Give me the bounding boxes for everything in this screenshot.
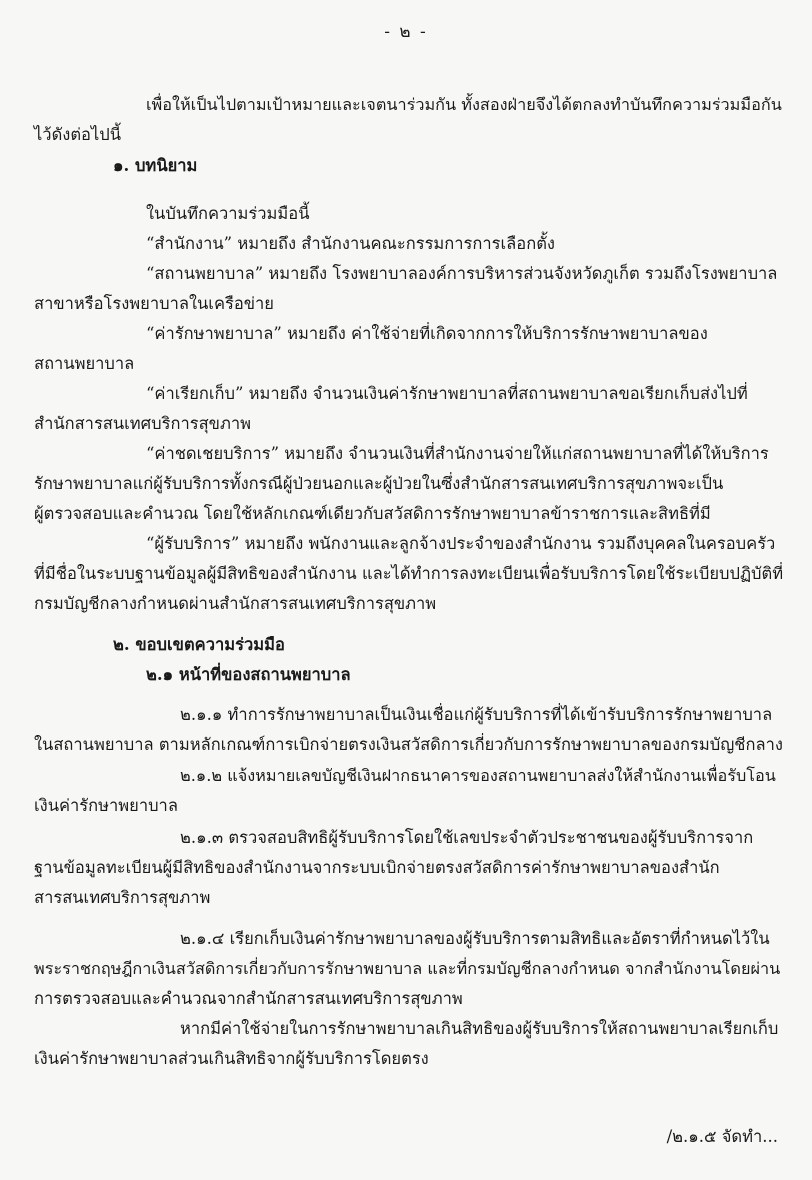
- page-number: - ๒ -: [384, 22, 428, 42]
- clause-line: ๒.๑.๓ ตรวจสอบสิทธิผู้รับบริการโดยใช้เลขประจำตัวประชาชนของผู้รับบริการจาก: [180, 828, 754, 847]
- clause-line: ๒.๑.๔ เรียกเก็บเงินค่ารักษาพยาบาลของผู้รับบริการตามสิทธิและอัตราที่กำหนดไว้ใน: [180, 929, 770, 948]
- section-heading: ๒. ขอบเขตความร่วมมือ: [113, 635, 285, 654]
- definition-line: “ผู้รับบริการ” หมายถึง พนักงานและลูกจ้างประจำของสำนักงาน รวมถึงบุคคลในครอบครัว: [146, 534, 776, 553]
- definition-line: “ค่ารักษาพยาบาล” หมายถึง ค่าใช้จ่ายที่เกิดจากการให้บริการรักษาพยาบาลของ: [146, 324, 708, 343]
- definition-line: ผู้ตรวจสอบและคำนวณ โดยใช้หลักเกณฑ์เดียวกับสวัสดิการรักษาพยาบาลข้าราชการและสิทธิที่มี: [34, 504, 711, 523]
- definition-line: “ค่าเรียกเก็บ” หมายถึง จำนวนเงินค่ารักษาพยาบาลที่สถานพยาบาลขอเรียกเก็บส่งไปที่: [146, 384, 748, 403]
- definition-line: สถานพยาบาล: [34, 354, 135, 373]
- clause-line: สารสนเทศบริการสุขภาพ: [34, 888, 211, 907]
- subsection-heading: ๒.๑ หน้าที่ของสถานพยาบาล: [146, 665, 351, 684]
- paragraph-line: เพื่อให้เป็นไปตามเป้าหมายและเจตนาร่วมกัน ทั้งสองฝ่ายจึงได้ตกลงทำบันทึกความร่วมมือกัน: [146, 95, 782, 114]
- clause-line: การตรวจสอบและคำนวณจากสำนักสารสนเทศบริการสุขภาพ: [34, 989, 463, 1008]
- clause-line: พระราชกฤษฎีกาเงินสวัสดิการเกี่ยวกับการรักษาพยาบาล และที่กรมบัญชีกลางกำหนด จากสำนักงานโดยผ่าน: [34, 959, 781, 978]
- definition-line: “สถานพยาบาล” หมายถึง โรงพยาบาลองค์การบริหารส่วนจังหวัดภูเก็ต รวมถึงโรงพยาบาล: [146, 264, 778, 283]
- clause-line: ฐานข้อมูลทะเบียนผู้มีสิทธิของสำนักงานจากระบบเบิกจ่ายตรงสวัสดิการค่ารักษาพยาบาลของสำนัก: [34, 858, 720, 877]
- paragraph-line: ไว้ดังต่อไปนี้: [34, 125, 122, 144]
- continuation-marker: /๒.๑.๕ จัดทำ...: [666, 1127, 778, 1146]
- definition-line: “สำนักงาน” หมายถึง สำนักงานคณะกรรมการการเลือกตั้ง: [146, 234, 555, 253]
- clause-line: เงินค่ารักษาพยาบาล: [34, 796, 178, 815]
- clause-line: ในสถานพยาบาล ตามหลักเกณฑ์การเบิกจ่ายตรงเงินสวัสดิการเกี่ยวกับการรักษาพยาบาลของกรมบัญชีกลาง: [34, 735, 783, 754]
- definition-line: กรมบัญชีกลางกำหนดผ่านสำนักสารสนเทศบริการสุขภาพ: [34, 594, 437, 613]
- definition-line: สาขาหรือโรงพยาบาลในเครือข่าย: [34, 294, 274, 313]
- clause-line: ๒.๑.๒ แจ้งหมายเลขบัญชีเงินฝากธนาคารของสถานพยาบาลส่งให้สำนักงานเพื่อรับโอน: [180, 766, 776, 785]
- definition-line: รักษาพยาบาลแก่ผู้รับบริการทั้งกรณีผู้ป่วยนอกและผู้ป่วยในซึ่งสำนักสารสนเทศบริการสุขภาพจะเป็น: [34, 474, 724, 493]
- section-heading: ๑. บทนิยาม: [113, 156, 198, 175]
- clause-line: หากมีค่าใช้จ่ายในการรักษาพยาบาลเกินสิทธิของผู้รับบริการให้สถานพยาบาลเรียกเก็บ: [180, 1019, 779, 1038]
- definition-line: ที่มีชื่อในระบบฐานข้อมูลผู้มีสิทธิของสำนักงาน และได้ทำการลงทะเบียนเพื่อรับบริการโดยใช้ระเบียบปฏิบัติที่: [34, 564, 784, 583]
- clause-line: ๒.๑.๑ ทำการรักษาพยาบาลเป็นเงินเชื่อแก่ผู้รับบริการที่ได้เข้ารับบริการรักษาพยาบาล: [180, 705, 773, 724]
- definition-line: “ค่าชดเชยบริการ” หมายถึง จำนวนเงินที่สำนักงานจ่ายให้แก่สถานพยาบาลที่ได้ให้บริการ: [146, 444, 769, 463]
- definition-line: สำนักสารสนเทศบริการสุขภาพ: [34, 414, 251, 433]
- paragraph-line: ในบันทึกความร่วมมือนี้: [146, 204, 310, 223]
- clause-line: เงินค่ารักษาพยาบาลส่วนเกินสิทธิจากผู้รับบริการโดยตรง: [34, 1049, 429, 1068]
